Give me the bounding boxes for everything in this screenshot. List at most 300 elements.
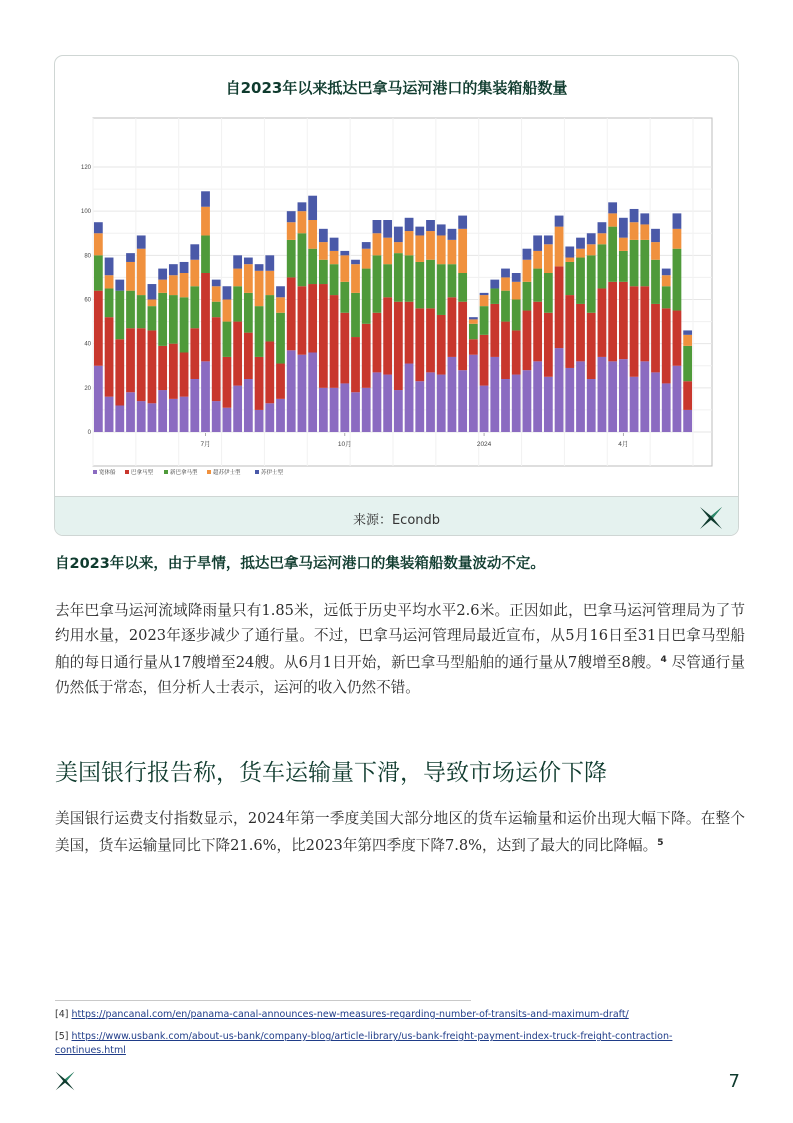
bar-segment <box>673 366 682 432</box>
bar-segment <box>244 333 253 379</box>
bar-segment <box>233 386 242 432</box>
bar-segment <box>201 361 210 432</box>
bar-segment <box>265 255 274 270</box>
bar-segment <box>190 328 199 379</box>
bar-segment <box>630 286 639 377</box>
bar-segment <box>115 406 124 433</box>
footnote-ref: 5 <box>657 838 664 848</box>
bar-segment <box>233 255 242 268</box>
bar-segment <box>662 275 671 286</box>
bar-segment <box>480 293 489 295</box>
bar-segment <box>405 218 414 231</box>
bar-segment <box>544 377 553 432</box>
bar-segment <box>576 238 585 249</box>
bar-segment <box>533 251 542 269</box>
card-footer <box>55 496 738 536</box>
bar-segment <box>640 224 649 239</box>
bar-segment <box>651 304 660 372</box>
bar-segment <box>619 282 628 359</box>
bar-segment <box>662 308 671 383</box>
footnote-divider <box>55 1000 471 1001</box>
brand-logo-icon <box>698 505 724 531</box>
bar-segment <box>458 302 467 370</box>
footnote-marker: [4] <box>55 1009 69 1020</box>
bar-segment <box>544 235 553 244</box>
legend-label: 新巴拿马型 <box>170 470 198 476</box>
bar-segment <box>94 233 103 255</box>
bar-segment <box>276 297 285 312</box>
bar-segment <box>480 295 489 306</box>
bar-segment <box>340 313 349 384</box>
bar-segment <box>340 383 349 432</box>
bar-segment <box>105 317 114 397</box>
bar-segment <box>490 280 499 289</box>
bar-segment <box>180 397 189 432</box>
x-tick-label: 2024 <box>476 441 492 448</box>
bar-segment <box>276 364 285 399</box>
bar-segment <box>223 300 232 322</box>
bar-segment <box>212 280 221 287</box>
bar-segment <box>512 300 521 331</box>
footnote-link[interactable]: https://pancanal.com/en/panama-canal-announces-new-measures-regarding-number-of-transits-and-maximum-draft/ <box>71 1009 629 1020</box>
bar-segment <box>298 202 307 211</box>
bar-segment <box>158 280 167 293</box>
bar-segment <box>640 361 649 432</box>
bar-segment <box>201 191 210 206</box>
bar-segment <box>351 293 360 337</box>
bar-segment <box>212 302 221 317</box>
bar-segment <box>115 339 124 405</box>
legend <box>93 468 284 476</box>
bar-segment <box>319 260 328 284</box>
bar-segment <box>394 242 403 253</box>
legend-label: 巴拿马型 <box>131 470 154 476</box>
bar-segment <box>469 317 478 319</box>
bar-segment <box>276 399 285 432</box>
bar-segment <box>587 244 596 255</box>
bar-segment <box>180 262 189 273</box>
footnote-marker: [5] <box>55 1031 69 1042</box>
bar-segment <box>115 291 124 340</box>
y-tick-label: 100 <box>80 209 91 216</box>
bar-segment <box>298 233 307 286</box>
bar-segment <box>544 313 553 377</box>
bar-segment <box>287 350 296 432</box>
bar-segment <box>373 313 382 373</box>
bar-segment <box>426 308 435 372</box>
bar-segment <box>137 401 146 432</box>
bar-segment <box>512 282 521 300</box>
bar-segment <box>490 304 499 357</box>
legend-label: 苏伊士型 <box>261 470 284 476</box>
bar-segment <box>630 222 639 240</box>
page-number: 7 <box>728 1071 740 1092</box>
bar-segment <box>651 260 660 304</box>
bar-segment <box>630 240 639 286</box>
bar-segment <box>448 264 457 297</box>
bar-segment <box>373 255 382 312</box>
bar-segment <box>565 262 574 295</box>
bar-segment <box>308 353 317 433</box>
bar-segment <box>448 229 457 240</box>
bar-segment <box>673 213 682 228</box>
bar-segment <box>405 231 414 255</box>
bar-segment <box>576 258 585 304</box>
bar-segment <box>330 388 339 432</box>
bar-segment <box>190 260 199 287</box>
bar-segment <box>415 262 424 308</box>
bar-segment <box>448 297 457 357</box>
bar-segment <box>640 213 649 224</box>
bar-segment <box>458 370 467 432</box>
footnote-ref: 4 <box>660 655 667 665</box>
bar-segment <box>565 247 574 258</box>
bar-segment <box>351 260 360 264</box>
legend-swatch <box>93 470 97 474</box>
bar-segment <box>169 399 178 432</box>
bar-segment <box>255 306 264 357</box>
bar-segment <box>115 280 124 291</box>
figure-card <box>54 55 739 536</box>
bar-segment <box>458 216 467 229</box>
bar-segment <box>330 238 339 251</box>
bar-segment <box>373 220 382 233</box>
bar-segment <box>233 269 242 287</box>
bar-segment <box>383 297 392 374</box>
legend-label: 超苏伊士型 <box>213 470 241 476</box>
bar-segment <box>533 302 542 362</box>
bar-segment <box>608 361 617 432</box>
bar-segment <box>448 240 457 264</box>
bar-segment <box>180 297 189 352</box>
chart-title: 自2023年以来抵达巴拿马运河港口的集装箱船数量 <box>225 79 568 97</box>
bar-segment <box>223 357 232 408</box>
bar-segment <box>512 375 521 432</box>
bar-segment <box>576 249 585 258</box>
bar-segment <box>265 295 274 341</box>
bar-segment <box>598 357 607 432</box>
bar-segment <box>255 357 264 410</box>
bar-segment <box>137 249 146 295</box>
bar-segment <box>512 273 521 282</box>
bar-segment <box>630 377 639 432</box>
bar-segment <box>158 390 167 432</box>
bar-segment <box>180 353 189 397</box>
bar-segment <box>308 284 317 352</box>
bar-segment <box>94 255 103 290</box>
bar-segment <box>415 381 424 432</box>
bar-segment <box>190 244 199 259</box>
bar-segment <box>148 300 157 307</box>
bar-segment <box>608 213 617 226</box>
bar-segment <box>480 386 489 432</box>
bar-segment <box>587 233 596 244</box>
bar-segment <box>201 273 210 361</box>
bar-segment <box>233 322 242 386</box>
bar-segment <box>619 238 628 251</box>
bar-segment <box>598 233 607 244</box>
bar-segment <box>651 372 660 432</box>
bar-segment <box>394 302 403 390</box>
bar-segment <box>351 337 360 392</box>
bar-segment <box>308 249 317 284</box>
bar-segment <box>169 344 178 399</box>
bar-segment <box>255 410 264 432</box>
bar-segment <box>265 403 274 432</box>
bar-segment <box>255 264 264 271</box>
bar-segment <box>405 364 414 432</box>
bar-segment <box>555 348 564 432</box>
bar-segment <box>598 222 607 233</box>
bar-segment <box>523 370 532 432</box>
bar-segment <box>276 286 285 297</box>
bar-segment <box>544 244 553 273</box>
bar-segment <box>394 227 403 242</box>
legend-swatch <box>125 470 129 474</box>
brand-logo-icon <box>54 1070 76 1092</box>
bar-segment <box>137 295 146 328</box>
bar-segment <box>169 275 178 295</box>
bar-segment <box>523 249 532 260</box>
bar-segment <box>651 242 660 260</box>
bar-segment <box>298 286 307 354</box>
bar-segment <box>180 273 189 297</box>
bar-segment <box>340 282 349 313</box>
bar-segment <box>587 379 596 432</box>
bar-segment <box>190 379 199 432</box>
bar-segment <box>308 196 317 220</box>
bar-segment <box>319 284 328 388</box>
bar-segment <box>501 277 510 290</box>
bar-segment <box>362 249 371 269</box>
bar-segment <box>469 319 478 323</box>
bar-segment <box>383 375 392 432</box>
bar-segment <box>362 388 371 432</box>
bar-segment <box>105 288 114 317</box>
bar-segment <box>619 218 628 238</box>
bar-segment <box>405 302 414 364</box>
bar-segment <box>330 251 339 264</box>
bar-segment <box>148 403 157 432</box>
bar-segment <box>148 330 157 403</box>
bar-segment <box>319 242 328 260</box>
bar-segment <box>201 235 210 273</box>
bar-segment <box>105 258 114 276</box>
bar-segment <box>458 273 467 302</box>
bar-segment <box>501 291 510 322</box>
bar-segment <box>373 233 382 255</box>
y-tick-label: 20 <box>84 385 91 392</box>
bar-segment <box>244 379 253 432</box>
bar-segment <box>608 202 617 213</box>
y-tick-label: 0 <box>87 430 91 436</box>
bar-segment <box>148 306 157 330</box>
bar-segment <box>394 390 403 432</box>
bar-segment <box>576 304 585 361</box>
bar-segment <box>555 227 564 267</box>
bar-segment <box>105 275 114 288</box>
bar-segment <box>340 251 349 255</box>
y-tick-label: 60 <box>84 297 91 304</box>
bar-segment <box>415 227 424 236</box>
paragraph-panama <box>55 598 745 700</box>
bar-segment <box>480 335 489 386</box>
bar-segment <box>662 269 671 276</box>
bar-segment <box>437 235 446 264</box>
bar-segment <box>340 255 349 282</box>
bar-segment <box>533 361 542 432</box>
legend-swatch <box>255 470 259 474</box>
bar-segment <box>565 295 574 368</box>
bar-segment <box>137 328 146 401</box>
bar-segment <box>533 235 542 250</box>
bar-segment <box>480 306 489 335</box>
bar-segment <box>94 366 103 432</box>
bar-segment <box>383 220 392 238</box>
bar-segment <box>576 361 585 432</box>
bar-segment <box>640 286 649 361</box>
bar-segment <box>351 264 360 293</box>
bar-segment <box>287 277 296 350</box>
bar-segment <box>512 330 521 374</box>
bar-segment <box>126 262 135 291</box>
bar-segment <box>630 209 639 222</box>
paragraph-text: 美国银行运费支付指数显示，2024年第一季度美国大部分地区的货车运输量和运价出现大幅下降。在整个美国，货车运输量同比下降21.6%，比2023年第四季度下降7.8%，达到了最大的同比降幅。 <box>55 810 745 854</box>
bar-segment <box>319 388 328 432</box>
bar-segment <box>137 235 146 248</box>
bar-segment <box>212 401 221 432</box>
bar-segment <box>437 315 446 375</box>
bar-segment <box>683 410 692 432</box>
bar-segment <box>265 271 274 295</box>
figure-caption: 自2023年以来，由于旱情，抵达巴拿马运河港口的集装箱船数量波动不定。 <box>55 556 545 572</box>
bar-segment <box>683 330 692 334</box>
legend-swatch <box>207 470 211 474</box>
bar-segment <box>169 295 178 344</box>
bar-segment <box>533 269 542 302</box>
footnote-link[interactable]: https://www.usbank.com/about-us-bank/company-blog/article-library/us-bank-freight-payment-index-truck-freight-contraction-continues.html <box>55 1031 673 1056</box>
bar-segment <box>383 264 392 297</box>
bar-segment <box>565 258 574 262</box>
bar-segment <box>662 383 671 432</box>
bar-segment <box>362 269 371 324</box>
section-heading: 美国银行报告称，货车运输量下滑，导致市场运价下降 <box>55 760 607 786</box>
bar-segment <box>244 293 253 333</box>
bar-segment <box>501 379 510 432</box>
bar-segment <box>126 291 135 329</box>
bar-segment <box>523 311 532 371</box>
bar-segment <box>126 253 135 262</box>
bar-segment <box>244 258 253 265</box>
legend-label: 宽体船 <box>99 470 116 476</box>
bar-segment <box>469 339 478 354</box>
bar-segment <box>598 244 607 288</box>
bar-segment <box>308 220 317 249</box>
bar-segment <box>223 408 232 432</box>
bar-segment <box>362 242 371 249</box>
bar-segment <box>287 240 296 278</box>
bar-segment <box>298 355 307 432</box>
stacked-bar-chart <box>55 104 739 496</box>
bar-segment <box>319 229 328 242</box>
bar-segment <box>673 229 682 249</box>
bar-segment <box>298 211 307 233</box>
bar-segment <box>565 368 574 432</box>
bar-segment <box>394 253 403 302</box>
bar-segment <box>490 288 499 303</box>
bar-segment <box>544 273 553 313</box>
bar-segment <box>223 322 232 357</box>
bar-segment <box>265 341 274 403</box>
bar-segment <box>373 372 382 432</box>
paragraph-text: 去年巴拿马运河流域降雨量只有1.85米，远低于历史平均水平2.6米。正因如此，巴拿马运河管理局为了节约用水量，2023年逐步减少了通行量。不过，巴拿马运河管理局最近宣布，从5月16日至31日巴拿马型船舶的每日通行量从17艘增至24艘。从6月1日开始，新巴拿马型船舶的通行量从7艘增至8艘。 <box>55 602 745 671</box>
legend-swatch <box>164 470 168 474</box>
bar-segment <box>330 264 339 295</box>
bar-segment <box>126 392 135 432</box>
bar-segment <box>640 240 649 286</box>
bar-segment <box>276 313 285 364</box>
bar-segment <box>587 255 596 312</box>
bar-segment <box>148 284 157 299</box>
bar-segment <box>673 311 682 366</box>
bar-segment <box>426 220 435 231</box>
bar-segment <box>190 286 199 328</box>
bar-segment <box>415 235 424 262</box>
bar-segment <box>105 397 114 432</box>
bar-segment <box>126 328 135 392</box>
bar-segment <box>158 293 167 346</box>
bar-segment <box>383 238 392 264</box>
y-tick-label: 80 <box>84 253 91 260</box>
bar-segment <box>469 324 478 339</box>
bar-segment <box>169 264 178 275</box>
bar-segment <box>158 269 167 280</box>
bar-segment <box>501 269 510 278</box>
bar-segment <box>437 224 446 235</box>
x-tick-label: 4月 <box>618 441 629 448</box>
bar-segment <box>255 271 264 306</box>
bar-segment <box>598 288 607 356</box>
bar-segment <box>673 249 682 311</box>
x-tick-label: 10月 <box>337 441 352 448</box>
bar-segment <box>437 375 446 432</box>
bar-segment <box>426 260 435 309</box>
bar-segment <box>683 381 692 410</box>
bar-segment <box>212 286 221 301</box>
bar-segment <box>330 295 339 388</box>
bar-segment <box>426 372 435 432</box>
bar-segment <box>287 211 296 222</box>
bar-segment <box>501 322 510 379</box>
bar-segment <box>415 308 424 381</box>
bar-segment <box>351 392 360 432</box>
bar-segment <box>651 229 660 242</box>
bar-segment <box>426 231 435 260</box>
bar-segment <box>448 357 457 432</box>
bar-segment <box>244 264 253 293</box>
bar-segment <box>662 286 671 308</box>
y-tick-label: 120 <box>80 165 91 171</box>
bar-segment <box>523 282 532 311</box>
y-tick-label: 40 <box>84 341 91 348</box>
bar-segment <box>201 207 210 236</box>
bar-segment <box>437 264 446 315</box>
x-tick-label: 7月 <box>200 441 211 448</box>
bar-segment <box>362 324 371 388</box>
bar-segment <box>619 359 628 432</box>
paragraph-usbank <box>55 806 745 858</box>
footnote-5 <box>55 1030 735 1058</box>
